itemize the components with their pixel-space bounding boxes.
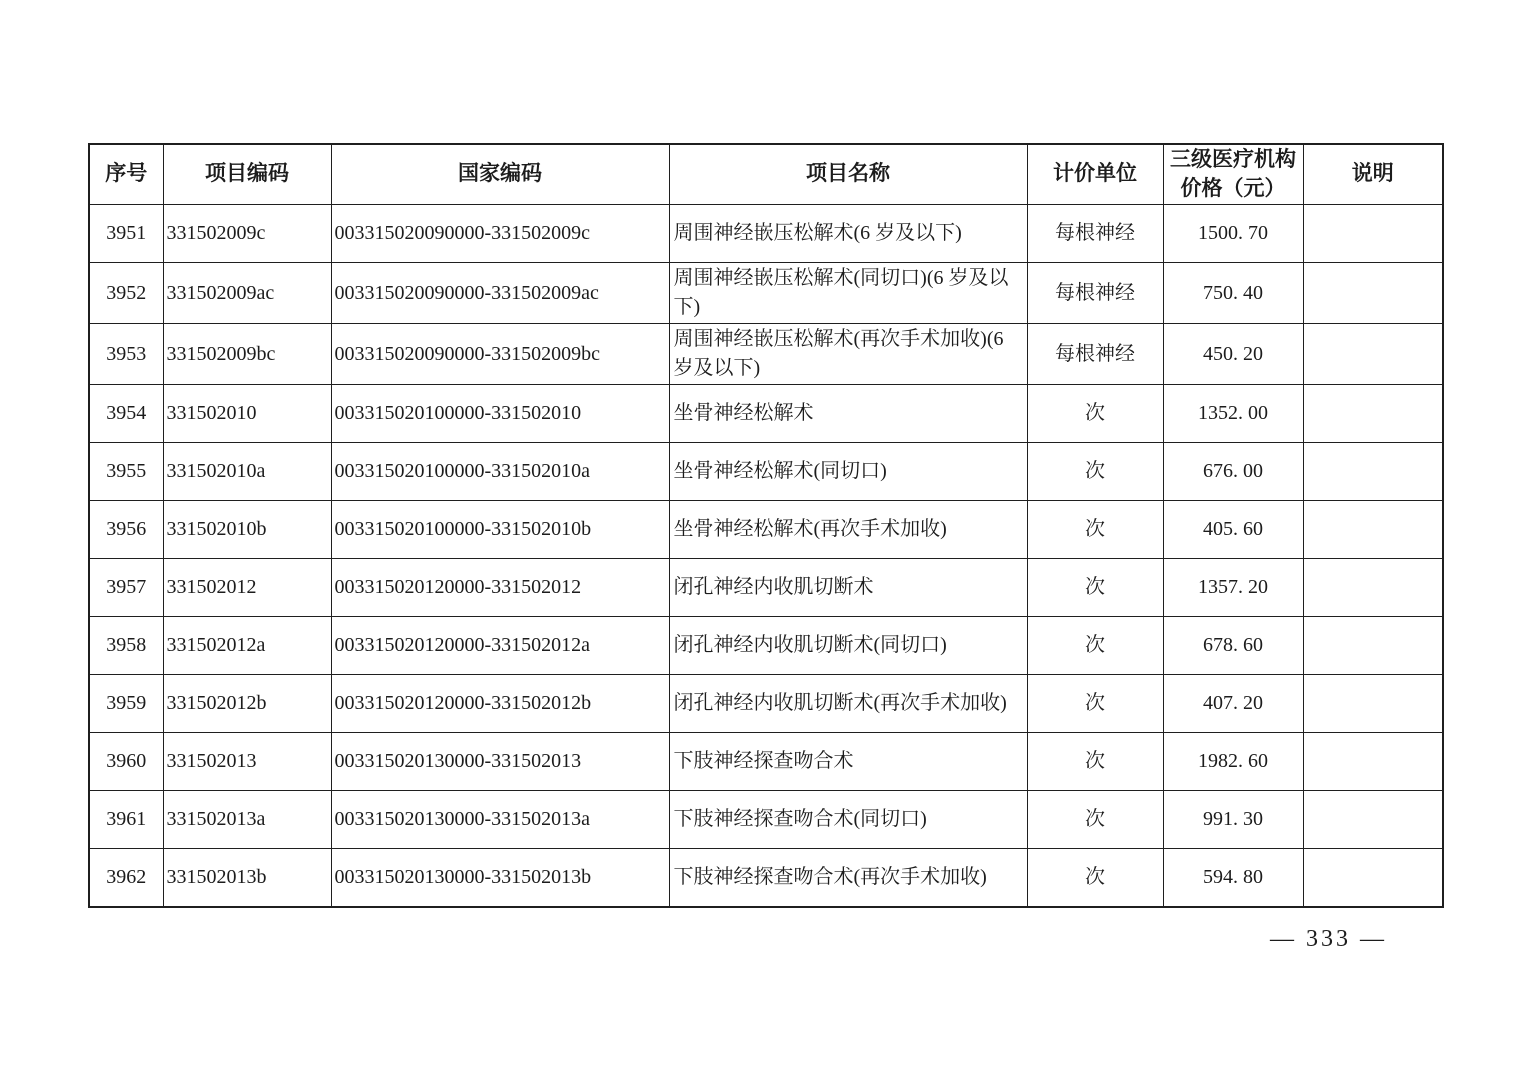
cell-price: 405. 60 xyxy=(1163,501,1303,559)
cell-project-name: 周围神经嵌压松解术(同切口)(6 岁及以下) xyxy=(669,263,1027,324)
cell-seq: 3962 xyxy=(89,849,163,908)
cell-unit: 次 xyxy=(1027,733,1163,791)
cell-project-code: 331502013 xyxy=(163,733,331,791)
cell-note xyxy=(1303,733,1443,791)
cell-note xyxy=(1303,791,1443,849)
cell-project-code: 331502009c xyxy=(163,205,331,263)
cell-seq: 3953 xyxy=(89,324,163,385)
cell-unit: 次 xyxy=(1027,617,1163,675)
cell-seq: 3955 xyxy=(89,443,163,501)
cell-project-code: 331502010 xyxy=(163,385,331,443)
cell-price: 450. 20 xyxy=(1163,324,1303,385)
cell-project-code: 331502012b xyxy=(163,675,331,733)
cell-project-code: 331502009ac xyxy=(163,263,331,324)
page-number: — 333 — xyxy=(1270,926,1387,952)
cell-project-name: 下肢神经探查吻合术(再次手术加收) xyxy=(669,849,1027,908)
cell-price: 1982. 60 xyxy=(1163,733,1303,791)
medical-price-table xyxy=(88,143,1444,908)
cell-seq: 3956 xyxy=(89,501,163,559)
header-seq: 序号 xyxy=(89,144,163,205)
header-code: 项目编码 xyxy=(163,144,331,205)
cell-seq: 3961 xyxy=(89,791,163,849)
cell-project-name: 坐骨神经松解术(同切口) xyxy=(669,443,1027,501)
cell-note xyxy=(1303,263,1443,324)
cell-national-code: 003315020120000-331502012 xyxy=(331,559,669,617)
cell-national-code: 003315020090000-331502009ac xyxy=(331,263,669,324)
cell-price: 1500. 70 xyxy=(1163,205,1303,263)
table-row xyxy=(89,791,1443,849)
cell-national-code: 003315020100000-331502010b xyxy=(331,501,669,559)
cell-seq: 3959 xyxy=(89,675,163,733)
cell-project-code: 331502009bc xyxy=(163,324,331,385)
table-row xyxy=(89,501,1443,559)
table-row xyxy=(89,205,1443,263)
header-unit: 计价单位 xyxy=(1027,144,1163,205)
cell-price: 594. 80 xyxy=(1163,849,1303,908)
cell-note xyxy=(1303,849,1443,908)
cell-project-code: 331502013a xyxy=(163,791,331,849)
cell-national-code: 003315020130000-331502013a xyxy=(331,791,669,849)
header-ncode: 国家编码 xyxy=(331,144,669,205)
cell-unit: 次 xyxy=(1027,849,1163,908)
cell-seq: 3952 xyxy=(89,263,163,324)
cell-price: 678. 60 xyxy=(1163,617,1303,675)
table-row xyxy=(89,849,1443,908)
cell-note xyxy=(1303,443,1443,501)
cell-project-name: 下肢神经探查吻合术(同切口) xyxy=(669,791,1027,849)
cell-project-code: 331502012a xyxy=(163,617,331,675)
cell-project-name: 周围神经嵌压松解术(6 岁及以下) xyxy=(669,205,1027,263)
table-body xyxy=(89,205,1443,908)
cell-project-name: 坐骨神经松解术 xyxy=(669,385,1027,443)
cell-seq: 3960 xyxy=(89,733,163,791)
cell-national-code: 003315020090000-331502009c xyxy=(331,205,669,263)
cell-national-code: 003315020100000-331502010 xyxy=(331,385,669,443)
cell-national-code: 003315020130000-331502013b xyxy=(331,849,669,908)
cell-seq: 3957 xyxy=(89,559,163,617)
cell-seq: 3951 xyxy=(89,205,163,263)
cell-note xyxy=(1303,501,1443,559)
cell-national-code: 003315020120000-331502012a xyxy=(331,617,669,675)
cell-unit: 每根神经 xyxy=(1027,324,1163,385)
cell-unit: 次 xyxy=(1027,501,1163,559)
cell-national-code: 003315020130000-331502013 xyxy=(331,733,669,791)
cell-unit: 每根神经 xyxy=(1027,263,1163,324)
cell-note xyxy=(1303,385,1443,443)
cell-price: 676. 00 xyxy=(1163,443,1303,501)
cell-project-name: 坐骨神经松解术(再次手术加收) xyxy=(669,501,1027,559)
cell-project-name: 周围神经嵌压松解术(再次手术加收)(6 岁及以下) xyxy=(669,324,1027,385)
table-row xyxy=(89,675,1443,733)
cell-note xyxy=(1303,324,1443,385)
cell-national-code: 003315020090000-331502009bc xyxy=(331,324,669,385)
cell-price: 750. 40 xyxy=(1163,263,1303,324)
cell-project-name: 下肢神经探查吻合术 xyxy=(669,733,1027,791)
cell-unit: 次 xyxy=(1027,675,1163,733)
cell-national-code: 003315020120000-331502012b xyxy=(331,675,669,733)
table-row xyxy=(89,263,1443,324)
cell-note xyxy=(1303,559,1443,617)
cell-unit: 次 xyxy=(1027,791,1163,849)
cell-price: 991. 30 xyxy=(1163,791,1303,849)
cell-unit: 次 xyxy=(1027,443,1163,501)
header-row xyxy=(89,144,1443,205)
table-row xyxy=(89,385,1443,443)
cell-project-name: 闭孔神经内收肌切断术 xyxy=(669,559,1027,617)
table-row xyxy=(89,559,1443,617)
table-row xyxy=(89,617,1443,675)
cell-unit: 次 xyxy=(1027,559,1163,617)
cell-project-code: 331502010a xyxy=(163,443,331,501)
table-header xyxy=(89,144,1443,205)
table-row xyxy=(89,324,1443,385)
cell-price: 1357. 20 xyxy=(1163,559,1303,617)
cell-project-name: 闭孔神经内收肌切断术(再次手术加收) xyxy=(669,675,1027,733)
cell-unit: 次 xyxy=(1027,385,1163,443)
cell-price: 1352. 00 xyxy=(1163,385,1303,443)
cell-unit: 每根神经 xyxy=(1027,205,1163,263)
cell-note xyxy=(1303,205,1443,263)
cell-price: 407. 20 xyxy=(1163,675,1303,733)
cell-seq: 3958 xyxy=(89,617,163,675)
header-price: 三级医疗机构价格（元） xyxy=(1163,144,1303,205)
cell-project-code: 331502013b xyxy=(163,849,331,908)
cell-project-code: 331502010b xyxy=(163,501,331,559)
header-name: 项目名称 xyxy=(669,144,1027,205)
cell-note xyxy=(1303,675,1443,733)
table-row xyxy=(89,443,1443,501)
cell-seq: 3954 xyxy=(89,385,163,443)
cell-project-code: 331502012 xyxy=(163,559,331,617)
cell-note xyxy=(1303,617,1443,675)
cell-national-code: 003315020100000-331502010a xyxy=(331,443,669,501)
header-note: 说明 xyxy=(1303,144,1443,205)
cell-project-name: 闭孔神经内收肌切断术(同切口) xyxy=(669,617,1027,675)
table-row xyxy=(89,733,1443,791)
